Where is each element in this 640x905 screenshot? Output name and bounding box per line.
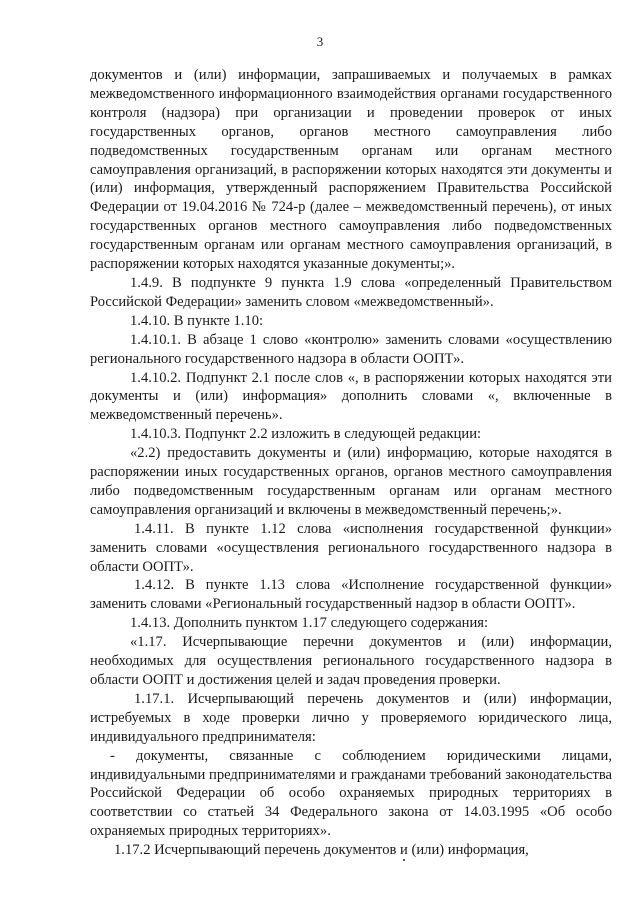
paragraph: 1.4.10.1. В абзаце 1 слово «контролю» заменить словами «осуществлению регионального государственного надзора в области ООПТ». <box>90 331 612 367</box>
paragraph: 1.4.10.2. Подпункт 2.1 после слов «, в распоряжении которых находятся эти документы и (или) информация» дополнить словами «, включенные в межведомственный перечень». <box>90 369 612 424</box>
paragraph: 1.4.10. В пункте 1.10: <box>130 312 264 329</box>
paragraph: «2.2) предоставить документы и (или) информацию, которые находятся в распоряжении иных государственных органов, органов местного самоуправления либо подведомственным государственным органам или органам местного самоуправления организаций и включены в межведомственный перечень;». <box>90 445 612 518</box>
paragraph: 1.4.9. В подпункте 9 пункта 1.9 слова «определенный Правительством Российской Федерации» заменить словом «межведомственный». <box>90 274 612 310</box>
paragraph: 1.4.10.3. Подпункт 2.2 изложить в следующей редакции: <box>130 426 482 443</box>
document-body <box>90 66 612 860</box>
paragraph: документов и (или) информации, запрашиваемых и получаемых в рамках межведомственного информационного взаимодействия органами государственного контроля (надзора) при организации и проведении проверок от иных государственных органов, органов местного самоуправления либо подведомственных государственным органам или органам местного самоуправления организаций, в распоряжении которых находятся эти документы и (или) информация, утвержденный распоряжением Правительства Российской Федерации от 19.04.2016 № 724-р (далее – межведомственный перечень), от иных государственных органов местного самоуправления либо подведомственных государственным органам или органам местного самоуправления организаций, в распоряжении которых находятся указанные документы;». <box>90 67 612 273</box>
paragraph: 1.4.13. Дополнить пунктом 1.17 следующего содержания: <box>130 615 489 632</box>
page-number: 3 <box>316 34 324 49</box>
paragraph: 1.4.12. В пункте 1.13 слова «Исполнение государственной функции» заменить словами «Региональный государственный надзор в области ООПТ». <box>90 577 612 613</box>
paragraph: 1.17.2 Исчерпывающий перечень документов и (или) информация, <box>114 842 529 859</box>
paragraph: 1.4.11. В пункте 1.12 слова «исполнения государственной функции» заменить словами «осуществления регионального государственного надзора в области ООПТ». <box>90 520 612 575</box>
paragraph: - документы, связанные с соблюдением юридическими лицами, индивидуальными предпринимателями и гражданами требований законодательства Российской Федерации об особо охраняемых природных территориях в соответствии со статьей 34 Федерального закона от 14.03.1995 «Об особо охраняемых природных территориях». <box>90 747 612 840</box>
scan-speck <box>403 859 405 861</box>
paragraph: 1.17.1. Исчерпывающий перечень документов и (или) информации, истребуемых в ходе проверки лично у проверяемого юридического лица, индивидуального предпринимателя: <box>90 690 612 745</box>
paragraph: «1.17. Исчерпывающие перечни документов и (или) информации, необходимых для осуществления регионального государственного надзора в области ООПТ и достижения целей и задач проведения проверки. <box>90 634 612 688</box>
